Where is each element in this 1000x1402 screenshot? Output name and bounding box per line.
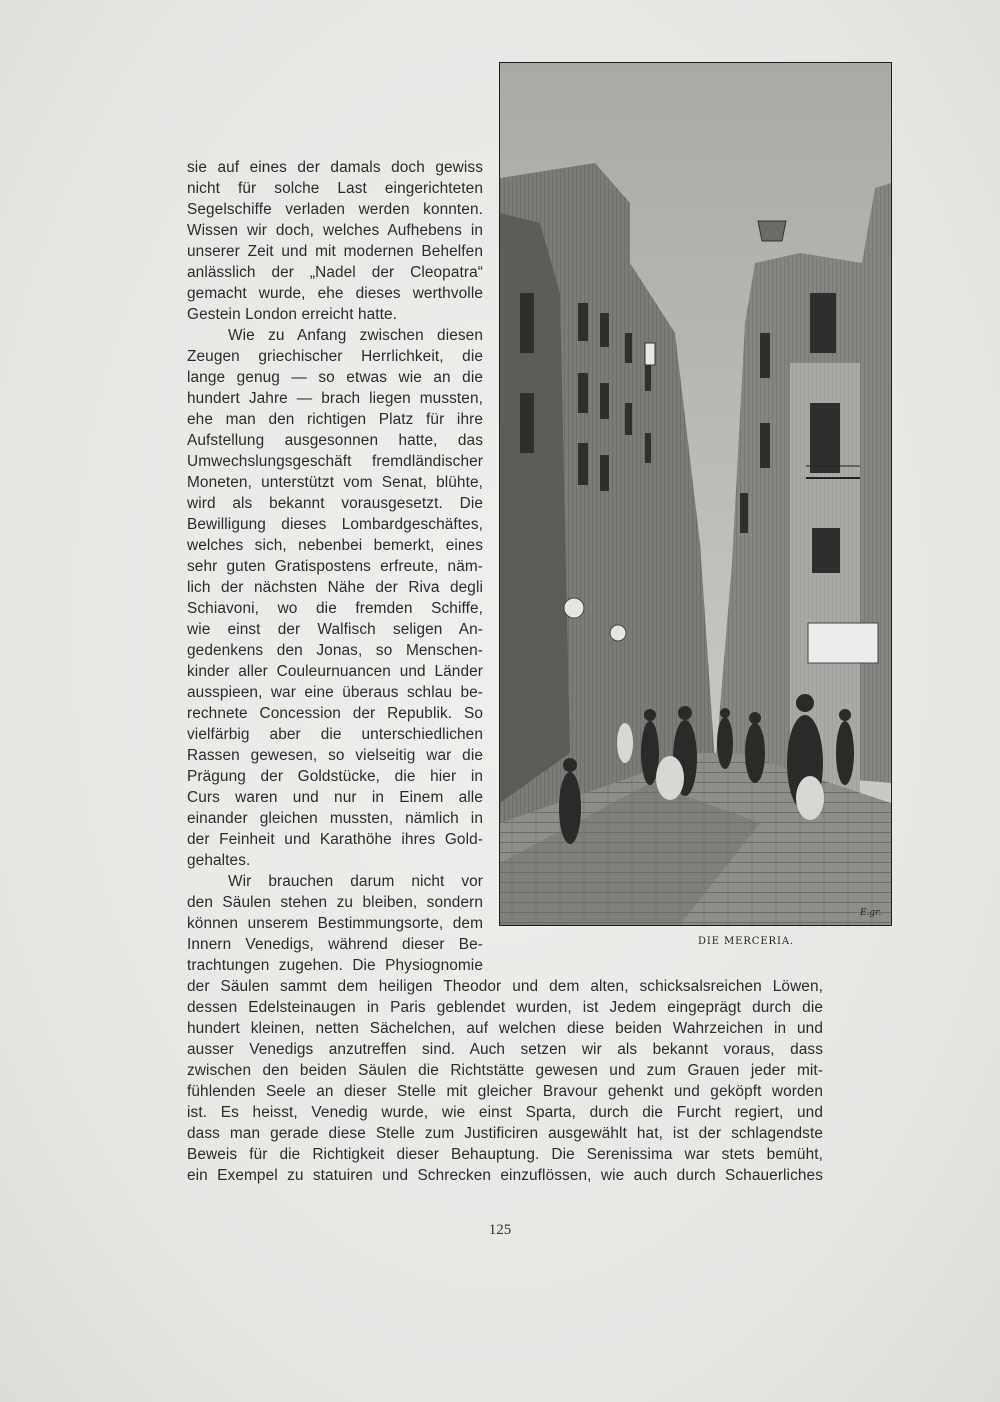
text-line: gedenkens den Jonas, so Menschen- <box>187 642 483 659</box>
artist-signature: E.gr. <box>860 908 882 918</box>
text-line: hundert Jahre — brach liegen mussten, <box>187 390 483 407</box>
text-line: dessen Edelsteinaugen in Paris geblendet wurden, ist Jedem eingeprägt durch die <box>187 999 823 1016</box>
text-line: Segelschiffe verladen werden konnten. <box>187 201 483 218</box>
text-line: der Feinheit und Karathöhe ihres Gold- <box>187 831 483 848</box>
text-line: kinder aller Couleurnuancen und Länder <box>187 663 483 680</box>
text-line: Moneten, unterstützt vom Senat, blühte, <box>187 474 483 491</box>
text-line: können unserem Bestimmungsorte, dem <box>187 915 483 932</box>
text-line: Schiavoni, wo die fremden Schiffe, <box>187 600 483 617</box>
page-number: 125 <box>488 1222 512 1238</box>
text-line: Gestein London erreicht hatte. <box>187 306 398 323</box>
text-line: sehr guten Gratispostens erfreute, näm- <box>187 558 483 575</box>
text-line: trachtungen zugehen. Die Physiognomie <box>187 957 483 974</box>
text-line: Innern Venedigs, während dieser Be- <box>187 936 483 953</box>
text-line: zwischen den beiden Säulen die Richtstätte gewesen und zum Grauen jeder mit- <box>187 1062 823 1079</box>
text-line: vielfärbig aber die unterschiedlichen <box>187 726 483 743</box>
text-line: ist. Es heisst, Venedig wurde, wie einst Sparta, durch die Furcht regiert, und <box>187 1104 823 1121</box>
text-line: hundert kleinen, netten Sächelchen, auf welchen diese beiden Wahrzeichen in und <box>187 1020 823 1037</box>
text-line: lich der nächsten Nähe der Riva degli <box>187 579 483 596</box>
merceria-engraving <box>500 63 891 925</box>
figure-caption: DIE MERCERIA. <box>697 936 795 947</box>
text-line: ehe man den richtigen Platz für ihre <box>187 411 483 428</box>
text-line: Zeugen griechischer Herrlichkeit, die <box>187 348 483 365</box>
text-line: rechnete Concession der Republik. So <box>187 705 483 722</box>
text-line: ausspieen, war eine überaus schlau be- <box>187 684 483 701</box>
text-line: anlässlich der „Nadel der Cleopatra“ <box>187 264 483 281</box>
text-line: gehaltes. <box>187 852 251 869</box>
text-line: Wie zu Anfang zwischen diesen <box>228 327 483 344</box>
street-illustration <box>499 62 892 926</box>
text-line: Wir brauchen darum nicht vor <box>228 873 483 890</box>
text-line: wie einst der Walfisch seligen An- <box>187 621 483 638</box>
text-line: lange genug — so etwas wie an die <box>187 369 483 386</box>
text-line: Curs waren und nur in Einem alle <box>187 789 483 806</box>
text-line: den Säulen stehen zu bleiben, sondern <box>187 894 483 911</box>
text-line: wird als bekannt vorausgesetzt. Die <box>187 495 483 512</box>
text-line: ausser Venedigs anzutreffen sind. Auch setzen wir als bekannt voraus, dass <box>187 1041 823 1058</box>
text-line: Prägung der Goldstücke, die hier in <box>187 768 483 785</box>
text-line: der Säulen sammt dem heiligen Theodor und dem alten, schicksalsreichen Löwen, <box>187 978 823 995</box>
text-line: Aufstellung ausgesonnen hatte, das <box>187 432 483 449</box>
text-line: Bewilligung dieses Lombardgeschäftes, <box>187 516 483 533</box>
text-line: Umwechslungsgeschäft fremdländischer <box>187 453 483 470</box>
text-line: Beweis für die Richtigkeit dieser Behauptung. Die Serenissima war stets bemüht, <box>187 1146 823 1163</box>
text-line: welches sich, nebenbei bemerkt, eines <box>187 537 483 554</box>
text-line: dass man gerade diese Stelle zum Justificiren ausgewählt hat, ist der schlagendste <box>187 1125 823 1142</box>
text-line: fühlenden Seele an dieser Stelle mit gleicher Bravour gehenkt und geköpft worden <box>187 1083 823 1100</box>
text-line: unserer Zeit und mit modernen Behelfen <box>187 243 483 260</box>
text-line: gemacht wurde, ehe dieses werthvolle <box>187 285 483 302</box>
text-line: ein Exempel zu statuiren und Schrecken einzuflössen, wie auch durch Schauerliches <box>187 1167 823 1184</box>
text-line: Rassen gewesen, so vielseitig war die <box>187 747 483 764</box>
text-line: einander gleichen mussten, nämlich in <box>187 810 483 827</box>
text-line: Wissen wir doch, welches Aufhebens in <box>187 222 483 239</box>
text-line: nicht für solche Last eingerichteten <box>187 180 483 197</box>
text-line: sie auf eines der damals doch gewiss <box>187 159 483 176</box>
